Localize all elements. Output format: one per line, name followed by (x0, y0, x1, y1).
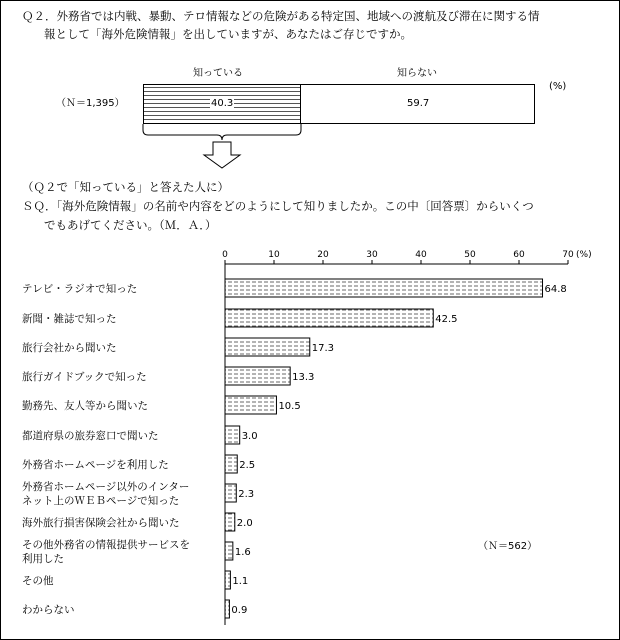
bar-value-label: 2.0 (236, 518, 253, 529)
sq-condition: （Ｑ２で「知っている」と答えた人に） (22, 180, 229, 194)
bar-value-label: 1.1 (232, 576, 249, 587)
bar (225, 513, 235, 531)
question-text-line2: 報として「海外危険情報」を出していますが、あなたはご存じですか。 (44, 27, 412, 41)
top-n-label: （Ｎ＝1,395） (56, 98, 125, 109)
category-label: 新聞・雑誌で知った (22, 313, 117, 325)
category-label: テレビ・ラジオで知った (22, 283, 138, 295)
category-label: 旅行ガイドブックで知った (22, 371, 147, 383)
x-tick-label: 20 (317, 250, 329, 260)
category-label: 外務省ホームページを利用した (22, 459, 169, 471)
category-label: ネット上のＷＥＢページで知った (22, 495, 180, 507)
x-tick-label: 60 (513, 250, 525, 260)
unknown-value: 59.7 (407, 98, 430, 109)
x-tick-label: 10 (268, 250, 280, 260)
category-label: 旅行会社から聞いた (22, 342, 117, 354)
bar-value-label: 3.0 (241, 431, 258, 442)
bar (225, 455, 237, 473)
bar (225, 542, 233, 560)
top-unit-label: (%) (549, 81, 567, 92)
category-label: その他外務省の情報提供サービスを (22, 539, 190, 551)
known-label: 知っている (193, 68, 243, 79)
bar-value-label: 13.3 (292, 372, 315, 383)
bar (225, 367, 290, 385)
known-value: 40.3 (211, 98, 234, 109)
bar (225, 600, 229, 618)
bar-value-label: 1.6 (234, 547, 251, 558)
category-label: 海外旅行損害保険会社から聞いた (22, 517, 180, 529)
bar-value-label: 17.3 (311, 343, 335, 354)
category-label: わからない (22, 604, 75, 616)
bar (225, 396, 276, 414)
category-label: 利用した (22, 553, 64, 565)
bar-value-label: 64.8 (544, 284, 567, 295)
x-tick-label: 30 (366, 250, 378, 260)
x-tick-label: 70 (562, 250, 574, 260)
x-unit-label: (%) (576, 250, 592, 260)
category-label: 勤務先、友人等から聞いた (22, 400, 148, 412)
question-text-line1: Ｑ２．外務省では内戦、暴動、テロ情報などの危険がある特定国、地域への渡航及び滞在に関する情 (22, 9, 540, 23)
bar-value-label: 10.5 (278, 401, 301, 412)
bar-value-label: 2.3 (238, 489, 255, 500)
category-label: その他 (22, 575, 54, 587)
bar (225, 338, 310, 356)
sq-text-line2: でもあげてください。（Ｍ．Ａ．） (44, 218, 217, 232)
x-tick-label: 40 (415, 250, 427, 260)
bar (225, 309, 433, 327)
category-label: 都道府県の旅券窓口で聞いた (22, 430, 159, 442)
sq-text-line1: ＳＱ．「海外危険情報」の名前や内容をどのようにして知りましたか。この中〔回答票〕からいくつ (22, 199, 534, 213)
bar-value-label: 42.5 (435, 314, 458, 325)
bar (225, 484, 236, 502)
category-label: 外務省ホームページ以外のインター (22, 481, 190, 493)
unknown-label: 知らない (397, 68, 437, 79)
bar (225, 279, 543, 297)
bar-value-label: 0.9 (231, 605, 248, 616)
bar (225, 571, 230, 589)
bar-value-label: 2.5 (239, 460, 256, 471)
n-label: （Ｎ＝562） (478, 541, 538, 552)
x-tick-label: 0 (222, 250, 228, 260)
x-tick-label: 50 (464, 250, 476, 260)
bar (225, 426, 240, 444)
